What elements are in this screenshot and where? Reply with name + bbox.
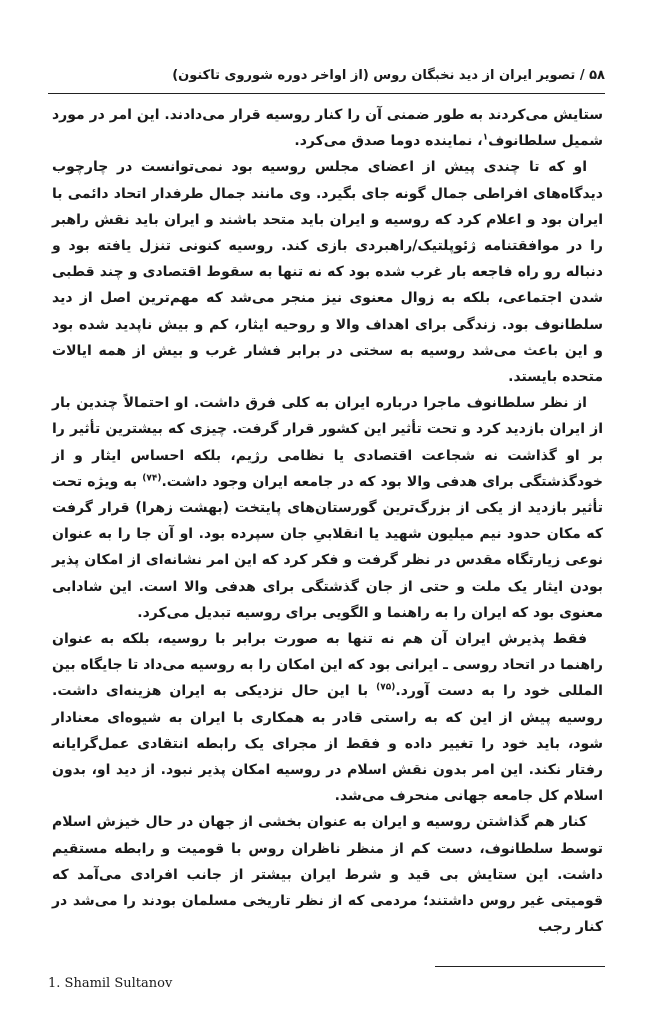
footnote-marker: ۱ (482, 132, 489, 143)
running-title: تصویر ایران از دید نخبگان روس (از اواخر دوره شوروی تاکنون) (172, 68, 576, 83)
body-text (52, 102, 603, 941)
paragraph-text: او که تا چندی پیش از اعضای مجلس روسیه بود نمی‌توانست در چارچوب دیدگاه‌های افراطی جمال گونه جای بگیرد. وی مانند جمال طرفدار اتحاد دائمی با ایران بود و اعلام کرد که روسیه و ایران باید متحد باشند و ایران باید نقش راهبر را در موافقتنامه ژئوپلتیک/راهبردی بازی کند. روسیه کنونی تنزل یافته بود و دنباله رو راه فاجعه بار غرب شده بود که نه تنها به سقوط اقتصادی و چند قطبی شدن اجتماعی، بلکه به زوال معنوی نیز منجر می‌شد که مهم‌ترین اصل از دید سلطانوف بود. زندگی برای اهداف والا و روحیه ایثار، کم و بیش ناپدید شده بود و این باعث می‌شد روسیه به سختی در برابر فشار غرب و بیش از همه ایالات متحده بایستد. (52, 159, 603, 386)
footnote: 1. Shamil Sultanov (48, 976, 173, 991)
paragraph-text: با این حال نزدیکی به ایران هزینه‌ای داشت. روسیه پیش از این که به راستی قادر به همکاری با ایران به شیوه‌ای معنادار شود، باید خود را تغییر داده و فقط از مجرای یک رابطه انتقادی عمل‌گرایانه رفتار نکند. این امر بدون نقش اسلام در روسیه امکان پذیر نبود. از دید او، بدون اسلام کل جامعه جهانی منحرف می‌شد. (52, 683, 603, 805)
paragraph (52, 809, 603, 940)
paragraph (52, 626, 603, 809)
paragraph-text: از نظر سلطانوف ماجرا درباره ایران به کلی فرق داشت. او احتمالاً چندین بار از ایران بازدید کرد و تحت تأثیر این کشور قرار گرفت. چیزی که بیشترین تأثیر را بر او گذاشت نه شجاعت اقتصادی یا نظامی رژیم، بلکه احساس ایثار و از خودگذشتگی برای هدفی والا بود که در جامعه ایران وجود داشت. (52, 395, 603, 490)
page-number: ۵۸ (589, 68, 605, 83)
footnote-marker: (۷۴) (142, 473, 162, 484)
footnote-rule (435, 966, 605, 967)
paragraph-text: فقط پذیرش ایران آن هم نه تنها به صورت برابر با روسیه، بلکه به عنوان راهنما در اتحاد روسی ـ ایرانی بود که این امکان را به روسیه می‌داد تا جایگاه بین المللی خود را به دست آورد. (52, 631, 603, 700)
paragraph (52, 102, 603, 154)
footnote-marker: (۷۵) (376, 682, 396, 693)
paragraph-text: به ویژه تحت تأثیر بازدید از یکی از بزرگ‌ترین گورستان‌های پایتخت (بهشت زهرا) قرار گرفت که مکان حدود نیم میلیون شهید یا انقلابیِ جان سپرده بود. او آن جا را به عنوان نوعی زیارتگاه مقدس در نظر گرفت و فکر کرد که این امر نشانه‌ای از امکان پذیر بودن ایثار یک ملت و حتی از جان گذشتگی برای هدفی والا است. این شادابی معنوی بود که ایران را به راهنما و الگویی برای روسیه تبدیل می‌کرد. (52, 473, 603, 621)
header-rule (48, 93, 605, 94)
paragraph-text: کنار هم گذاشتن روسیه و ایران به عنوان بخشی از جهان در حال خیزش اسلام توسط سلطانوف، دست کم از منظر ناظران روس با قومیت و رابطه مستقیم داشت. این ستایش بی قید و شرط ایران بیشتر از جانب افرادی می‌آمد که قومیتی غیر روس داشتند؛ مردمی که از نظر تاریخی مسلمان بودند را می‌شد در کنار رجب (52, 814, 603, 936)
running-header (48, 62, 605, 90)
paragraph-text: ، نماینده دوما صدق می‌کرد. (294, 133, 483, 150)
paragraph (52, 154, 603, 390)
paragraph-text: ستایش می‌کردند به طور ضمنی آن را کنار روسیه قرار می‌دادند. این امر در مورد شمیل سلطانوف (52, 107, 603, 150)
paragraph (52, 390, 603, 626)
header-separator: / (579, 68, 585, 83)
